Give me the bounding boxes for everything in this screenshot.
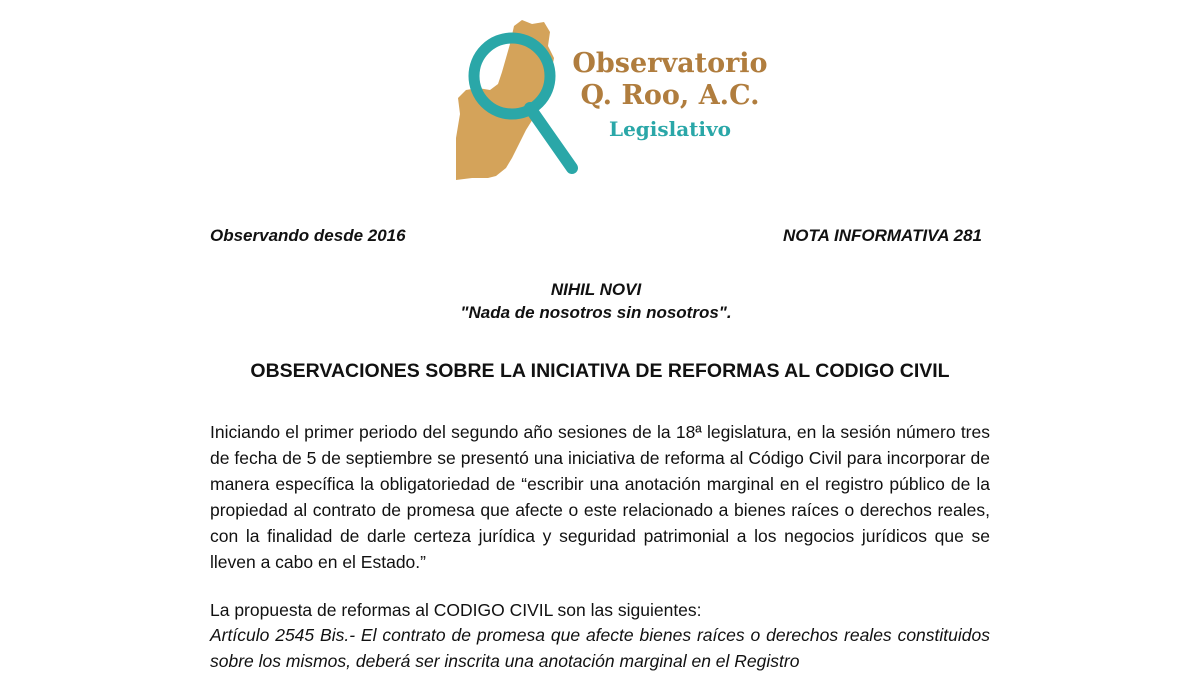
magnifier-handle (530, 108, 572, 168)
proposal-intro: La propuesta de reformas al CODIGO CIVIL son las siguientes: (210, 600, 702, 620)
motto-spanish: "Nada de nosotros sin nosotros". (460, 303, 732, 322)
logo-name-line1: Observatorio (572, 48, 768, 79)
header-note-number: NOTA INFORMATIVA 281 (783, 226, 982, 245)
motto-latin: NIHIL NOVI (550, 280, 642, 299)
magnifier-map-icon (452, 18, 582, 183)
article-text: Artículo 2545 Bis.- El contrato de promesa que afecte bienes raíces o derechos reales constituidos sobre los mismos, deberá ser inscrita una anotación marginal en el Registro (210, 625, 990, 671)
document-header (210, 226, 982, 248)
motto (210, 278, 982, 324)
logo-name-line2: Q. Roo, A.C. (580, 80, 760, 111)
logo-text (570, 48, 770, 144)
logo-name-line3: Legislativo (609, 117, 731, 141)
header-since-text: Observando desde 2016 (210, 226, 406, 245)
body-paragraph: Iniciando el primer periodo del segundo año sesiones de la 18ª legislatura, en la sesión número tres de fecha de 5 de septiembre se presentó una iniciativa de reforma al Código Civil para incorporar de manera específica la obligatoriedad de “escribir una anotación marginal en el registro público de la propiedad al contrato de promesa que afecte o este relacionado a bienes raíces o derechos reales, con la finalidad de darle certeza jurídica y seguridad patrimonial a los negocios jurídicos que se lleven a cabo en el Estado.” (210, 422, 990, 572)
observatorio-logo (452, 18, 768, 183)
document-title: OBSERVACIONES SOBRE LA INICIATIVA DE REFORMAS AL CODIGO CIVIL (250, 360, 950, 382)
